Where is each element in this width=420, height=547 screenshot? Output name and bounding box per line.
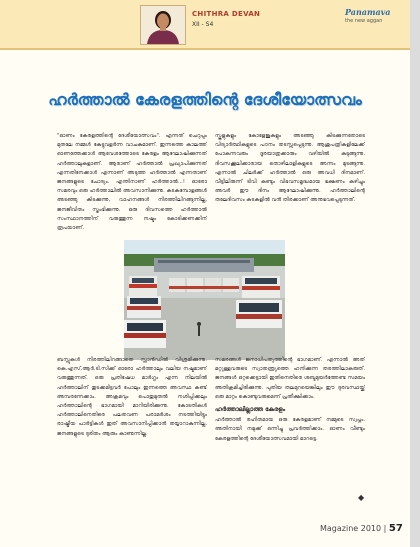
author-photo xyxy=(140,5,186,45)
footer-label: Magazine 2010 xyxy=(320,524,382,533)
article-column-1: "ഓണം കേരളത്തിന്റെ ദേശീയോത്സവം". എന്നത് ചെറുപ്പം മുതലേ നമ്മൾ കേട്ടുവളർന്ന വാചകമാണ്. ഇന്നത്തെ കാലത്ത് ഓണത്തേക്കാൾ ആവേശത്തോടെ കേരളം ആഘോഷിക്കുന്നത് ഹർത്താലുകളാണ്. ആരാണ് ഹർത്താൽ പ്രഖ്യാപിക്കുന്നത് എന്നതിനേക്കാൾ എന്നാണ് അടുത്ത ഹർത്താൽ എന്നതാണ് ജനങ്ങളുടെ ചോദ്യം. എന്തിനാണ് ഹർത്താൽ...! ഓരോ സമരവും ഒരു ഹർത്താലിൽ അവസാനിക്കുന്നു. കടകമ്പോളങ്ങൾ അടഞ്ഞു കിടക്കുന്നു, വാഹനങ്ങൾ നിരത്തിലിറങ്ങുന്നില്ല, ജനജീവിതം സ്തംഭിക്കുന്നു. ഒരു ദിവസത്തെ ഹർത്താൽ സംസ്ഥാനത്തിന് വരുത്തുന്ന നഷ്ടം കോടിക്കണക്കിന് രൂപയാണ്. xyxy=(57,133,207,232)
article-column-4 xyxy=(215,356,365,521)
header-divider xyxy=(0,48,410,50)
author-name: CHITHRA DEVAN xyxy=(192,10,261,18)
article-column-2: സ്കൂളുകളും കോളേജുകളും അടഞ്ഞു കിടക്കുന്നതോടെ വിദ്യാർത്ഥികളുടെ പഠനം തടസ്സപ്പെടുന്നു. ആശുപത്രികളിലേക്ക് പോകുന്നവരും ദൂരയാത്രക്കാരും വഴിയിൽ കുടുങ്ങുന്നു. ദിവസക്കൂലിക്കാരായ തൊഴിലാളികളുടെ അന്നം മുടങ്ങുന്നു. എന്നാൽ ചിലർക്ക് ഹർത്താൽ ഒരു അവധി ദിനമാണ്. വീട്ടിലിരുന്ന് ടിവി കണ്ടും വിഭവസമൃദ്ധമായ ഭക്ഷണം കഴിച്ചും അവർ ഈ ദിനം ആഘോഷിക്കുന്നു. ഹർത്താലിന്റെ തലേദിവസം കടകളിൽ വൻ തിരക്കാണ് അനുഭവപ്പെടുന്നത്. xyxy=(215,133,365,204)
article-subheading: ഹർത്താലില്ലാത്ത കേരളം xyxy=(215,406,286,414)
page-footer: Magazine 2010 | 57 xyxy=(320,523,403,534)
page-edge xyxy=(410,0,420,547)
magazine-logo xyxy=(345,7,405,24)
column-4-paragraph-2: ഹർത്താൽ രഹിതമായ ഒരു കേരളമാണ് നമ്മുടെ സ്വപ്നം. അതിനായി നമുക്ക് ഒന്നിച്ചു പ്രവർത്തിക്കാം. ഓണം വീണ്ടും കേരളത്തിന്റെ ദേശീയോത്സവമായി മാറട്ടെ. xyxy=(215,417,365,442)
bus-depot-photo xyxy=(124,240,285,360)
page-number: 57 xyxy=(388,523,403,534)
article-end-mark: ◆ xyxy=(358,493,365,502)
article-title: ഹർത്താൽ കേരളത്തിന്റെ ദേശീയോത്സവം xyxy=(48,90,362,109)
article-column-3: ബസ്സുകൾ നിരത്തിലിറങ്ങാതെ സ്റ്റാൻഡിൽ വിശ്രമിക്കുന്നു. കെ.എസ്.ആർ.ടി.സിക്ക് ഓരോ ഹർത്താലും വലിയ നഷ്ടമാണ് വരുത്തുന്നത്. ഒരു പ്രതിഷേധ മാർഗ്ഗം എന്ന നിലയിൽ ഹർത്താലിന് തുടക്കമിട്ടവർ പോലും ഇന്നത്തെ അവസ്ഥ കണ്ട് അമ്പരന്നേക്കാം. അക്രമവും പൊതുമുതൽ നശിപ്പിക്കലും ഹർത്താലിന്റെ ഭാഗമായി മാറിയിരിക്കുന്നു. കോടതികൾ ഹർത്താലിനെതിരെ പലതവണ പരാമർശം നടത്തിയിട്ടും രാഷ്ട്രീയ പാർട്ടികൾ ഇത് അവസാനിപ്പിക്കാൻ തയ്യാറാകുന്നില്ല. ജനങ്ങളുടെ ദുരിതം ആരും കാണുന്നില്ല. xyxy=(57,357,207,437)
magazine-tagline: the new aggan xyxy=(345,18,383,24)
author-class: XII - S4 xyxy=(192,21,214,28)
column-4-paragraph: സമരങ്ങൾ ജനാധിപത്യത്തിന്റെ ഭാഗമാണ്. എന്നാൽ അത് മറ്റുള്ളവരുടെ സ്വാതന്ത്ര്യത്തെ ഹനിക്കുന്ന തരത്തിലാകരുത്. ജനങ്ങൾ ഒറ്റക്കെട്ടായി ഇതിനെതിരെ ശബ്ദമുയർത്തേണ്ട സമയം അതിക്രമിച്ചിരിക്കുന്നു. പുതിയ തലമുറയെങ്കിലും ഈ ദുരവസ്ഥയ്ക്ക് ഒരു മാറ്റം കൊണ്ടുവരുമെന്ന് പ്രതീക്ഷിക്കാം. xyxy=(215,357,365,400)
magazine-name: Panamava xyxy=(345,7,391,17)
